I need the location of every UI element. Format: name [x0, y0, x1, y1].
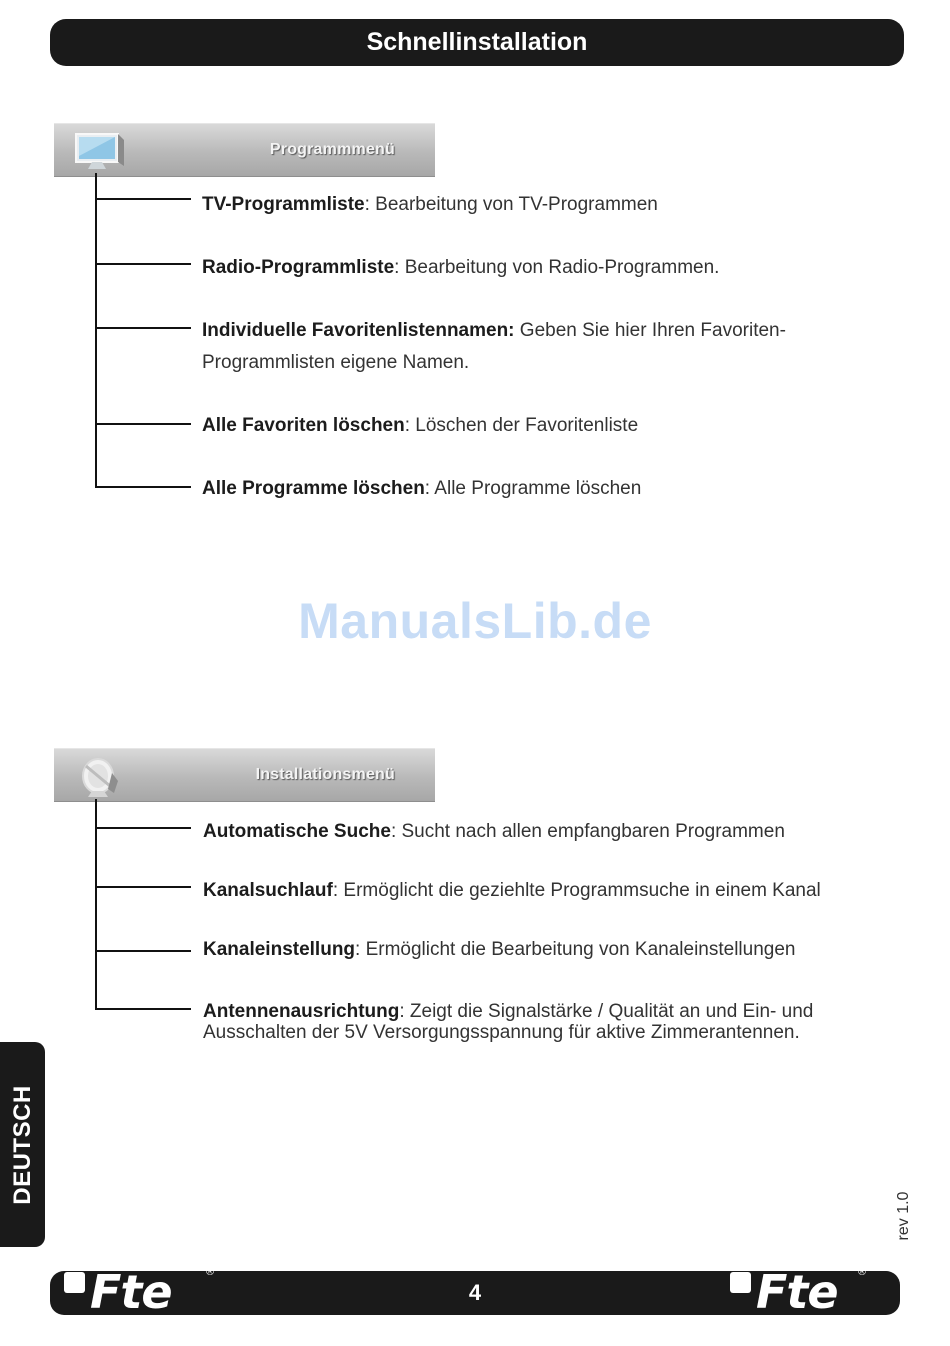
revision-label: rev 1.0 — [895, 1191, 912, 1241]
item-desc: : Ermöglicht die Bearbeitung von Kanaleinstellungen — [355, 939, 796, 960]
registered-mark: ® — [858, 1266, 867, 1278]
tv-monitor-icon — [68, 128, 132, 172]
tree-branch — [95, 423, 191, 425]
item-term: Kanalsuchlauf — [203, 880, 333, 901]
item-desc: : Bearbeitung von TV-Programmen — [364, 194, 658, 215]
tree-branch — [95, 886, 191, 888]
item-term: Radio-Programmliste — [202, 257, 395, 278]
tree-branch — [95, 198, 191, 200]
tree-branch — [95, 950, 191, 952]
tree-branch — [95, 486, 191, 488]
tree-branch — [95, 1008, 191, 1010]
registered-mark: ® — [206, 1266, 215, 1278]
list-item — [202, 252, 719, 284]
item-desc-continued: Programmlisten eigene Namen. — [202, 352, 470, 373]
tree-branch — [95, 327, 191, 329]
list-item — [203, 934, 795, 966]
item-desc: : Alle Programme löschen — [424, 478, 642, 499]
list-item — [202, 473, 641, 505]
tree-trunk — [95, 799, 97, 1010]
page-footer — [50, 1265, 900, 1319]
list-item — [203, 816, 785, 848]
item-term: Kanaleinstellung — [203, 939, 356, 960]
language-tab — [0, 1042, 45, 1247]
logo-text: Fte — [90, 1265, 172, 1319]
item-desc: : Bearbeitung von Radio-Programmen. — [394, 257, 720, 278]
item-term: Individuelle Favoritenlistennamen: — [202, 320, 515, 341]
list-item — [202, 189, 658, 221]
list-item — [203, 1001, 813, 1043]
item-term: Automatische Suche — [203, 821, 391, 842]
watermark: ManualsLib.de — [298, 593, 652, 649]
tree-trunk — [95, 173, 97, 488]
list-item — [203, 875, 821, 907]
logo-square — [730, 1272, 751, 1293]
brand-logo-right — [730, 1265, 890, 1319]
item-desc: Geben Sie hier Ihren Favoriten- — [514, 320, 786, 341]
page-number: 4 — [468, 1280, 482, 1305]
language-label: DEUTSCH — [8, 1084, 36, 1205]
item-term: Alle Programme löschen — [202, 478, 425, 499]
program-menu-banner — [54, 123, 435, 177]
program-menu-label: Programmmenü — [269, 141, 395, 158]
list-item — [202, 410, 638, 442]
item-term: Alle Favoriten löschen — [202, 415, 405, 436]
item-desc: : Zeigt die Signalstärke / Qualität an und Ein- und — [399, 1001, 814, 1022]
item-desc: : Sucht nach allen empfangbaren Programmen — [390, 821, 785, 842]
satellite-dish-icon — [68, 753, 132, 797]
logo-text: Fte — [756, 1265, 838, 1319]
tree-branch — [95, 827, 191, 829]
list-item — [202, 315, 786, 379]
install-menu-banner — [54, 748, 435, 802]
item-term: TV-Programmliste — [202, 194, 365, 215]
tree-branch — [95, 263, 191, 265]
page-header — [50, 19, 904, 66]
install-menu-label: Installationsmenü — [255, 766, 395, 783]
item-desc-continued: Ausschalten der 5V Versorgungsspannung für aktive Zimmerantennen. — [203, 1022, 800, 1043]
item-desc: : Löschen der Favoritenliste — [404, 415, 639, 436]
item-term: Antennenausrichtung — [203, 1001, 400, 1022]
item-desc: : Ermöglicht die geziehlte Programmsuche in einem Kanal — [332, 880, 821, 901]
page-title: Schnellinstallation — [366, 28, 588, 56]
